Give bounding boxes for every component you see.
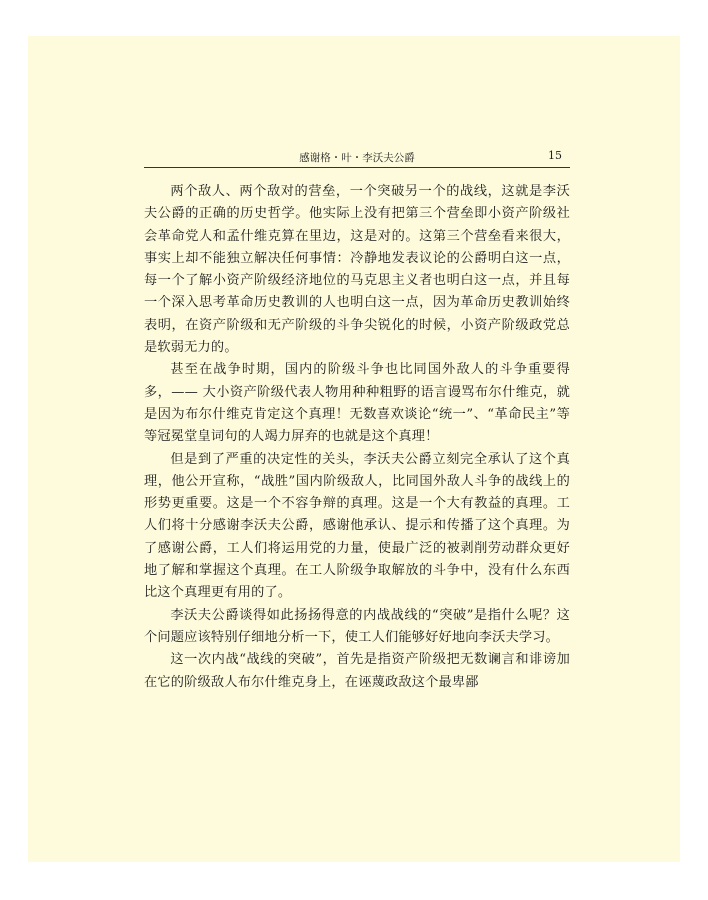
paragraph: 李沃夫公爵谈得如此扬扬得意的内战战线的“突破”是指什么呢？这个问题应该特别仔细地分析一下，使工人们能够好好地向李沃夫学习。 [144,607,570,645]
paragraph: 两个敌人、两个敌对的营垒，一个突破另一个的战线，这就是李沃夫公爵的正确的历史哲学。他实际上没有把第三个营垒即小资产阶级社会革命党人和孟什维克算在里边，这是对的。这第三个营垒看来很大，事实上却不能独立解决任何事情：冷静地发表议论的公爵明白这一点，每一个了解小资产阶级经济地位的马克思主义者也明白这一点，并且每一个深入思考革命历史教训的人也明白这一点，因为革命历史教训始终表明，在资产阶级和无产阶级的斗争尖锐化的时候，小资产阶级政党总是软弱无力的。 [144,184,570,356]
paragraph: 但是到了严重的决定性的关头，李沃夫公爵立刻完全承认了这个真理，他公开宣称，“战胜”国内阶级敌人，比同国外敌人斗争的战线上的形势更重要。这是一个不容争辩的真理。这是一个大有教益的真理。工人们将十分感谢李沃夫公爵，感谢他承认、提示和传播了这个真理。为了感谢公爵，工人们将运用党的力量，使最广泛的被剥削劳动群众更好地了解和掌握这个真理。在工人阶级争取解放的斗争中，没有什么东西比这个真理更有用的了。 [144,451,570,601]
body-text [144,181,570,694]
page-number: 15 [548,149,562,162]
running-header-title: 感谢格・叶・李沃夫公爵 [299,152,415,164]
running-header [144,147,570,168]
paragraph: 甚至在战争时期，国内的阶级斗争也比同国外敌人的斗争重要得多，—— 大小资产阶级代表人物用种种粗野的语言谩骂布尔什维克，就是因为布尔什维克肯定这个真理！无数喜欢谈论“统一”、“革命民主”等等冠冕堂皇词句的人竭力屏弃的也就是这个真理！ [144,362,570,445]
paragraph: 这一次内战“战线的突破”，首先是指资产阶级把无数谰言和诽谤加在它的阶级敌人布尔什维克身上，在诬蔑政敌这个最卑鄙 [144,652,570,690]
